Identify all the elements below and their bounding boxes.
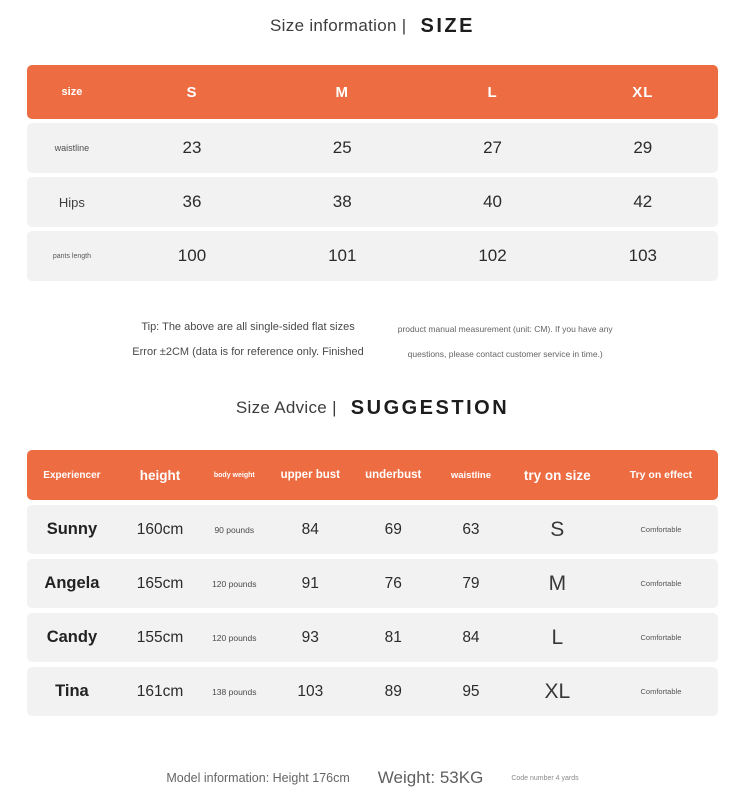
cell-experiencer: Tina (55, 682, 89, 700)
cell-upper-bust: 91 (301, 574, 319, 592)
row-label-pants-length: pants length (52, 252, 91, 260)
size-table-header-xl: XL (632, 83, 654, 101)
size-table (27, 65, 718, 281)
advice-header-upper-bust: upper bust (280, 469, 341, 481)
table-row (27, 559, 718, 608)
cell-value: 29 (633, 138, 653, 157)
cell-body-weight: 90 pounds (214, 524, 255, 535)
cell-experiencer: Candy (46, 628, 98, 646)
table-row (27, 177, 718, 227)
cell-underbust: 89 (384, 682, 402, 700)
advice-table-header-row (27, 450, 718, 500)
cell-underbust: 76 (384, 574, 402, 592)
advice-header-waistline: waistline (450, 469, 491, 481)
table-row (27, 667, 718, 716)
cell-underbust: 81 (384, 628, 402, 646)
cell-underbust: 69 (384, 520, 402, 538)
tip-left-column (132, 315, 363, 365)
cell-value: 27 (483, 138, 502, 157)
cell-experiencer: Angela (44, 574, 100, 592)
cell-upper-bust: 93 (301, 628, 319, 646)
cell-value: 100 (177, 246, 207, 265)
cell-value: 40 (483, 192, 502, 211)
size-table-header-row (27, 65, 718, 119)
size-title-keyword: SIZE (420, 14, 475, 37)
size-section-title (0, 0, 745, 38)
tip-line: product manual measurement (unit: CM). If you have any (397, 324, 613, 334)
advice-header-height: height (139, 467, 181, 483)
advice-header-try-on-effect: Try on effect (629, 469, 693, 481)
cell-try-on-effect: Comfortable (640, 525, 682, 534)
cell-upper-bust: 103 (297, 682, 324, 700)
cell-value: 23 (182, 138, 202, 157)
advice-header-body-weight: body weight (213, 471, 255, 479)
advice-title-keyword: SUGGESTION (350, 396, 510, 419)
cell-waistline: 63 (462, 520, 480, 538)
cell-height: 161cm (136, 682, 184, 700)
row-label-hips: Hips (58, 194, 85, 210)
advice-title-label: Size Advice | (235, 398, 337, 417)
model-info-footer (0, 768, 745, 788)
cell-body-weight: 138 pounds (212, 686, 257, 697)
cell-body-weight: 120 pounds (212, 578, 257, 589)
cell-try-on-effect: Comfortable (640, 633, 682, 642)
table-row (27, 613, 718, 662)
tip-line: Tip: The above are all single-sided flat sizes (141, 321, 355, 333)
cell-waistline: 95 (462, 682, 480, 700)
cell-try-on-effect: Comfortable (640, 579, 682, 588)
advice-header-experiencer: Experiencer (43, 469, 101, 481)
table-row (27, 123, 718, 173)
cell-value: 102 (478, 246, 507, 265)
cell-try-on-size: S (550, 517, 565, 541)
cell-value: 38 (332, 192, 352, 211)
row-label-waistline: waistline (54, 143, 90, 153)
cell-body-weight: 120 pounds (212, 632, 257, 643)
tip-right-column (398, 315, 613, 367)
advice-header-underbust: underbust (365, 469, 422, 481)
cell-experiencer: Sunny (46, 520, 98, 538)
model-weight-text: Weight: 53KG (377, 768, 484, 787)
size-table-header-m: M (335, 83, 349, 101)
cell-value: 101 (328, 246, 357, 265)
measurement-tip (0, 315, 745, 367)
cell-height: 155cm (136, 628, 184, 646)
cell-try-on-effect: Comfortable (640, 687, 682, 696)
model-info-text: Model information: Height 176cm (166, 771, 350, 785)
size-title-label: Size information | (270, 16, 407, 35)
cell-waistline: 84 (462, 628, 480, 646)
table-row (27, 231, 718, 281)
table-row (27, 505, 718, 554)
cell-value: 36 (182, 192, 202, 211)
cell-height: 165cm (136, 574, 184, 592)
cell-waistline: 79 (462, 574, 480, 592)
advice-table (27, 450, 718, 716)
cell-value: 42 (633, 192, 653, 211)
cell-value: 103 (628, 246, 657, 265)
tip-line: Error ±2CM (data is for reference only. Finished (132, 346, 364, 358)
size-table-header-l: L (487, 83, 498, 101)
cell-value: 25 (332, 138, 352, 157)
cell-try-on-size: M (548, 571, 567, 595)
size-table-header-s: S (186, 83, 198, 101)
cell-height: 160cm (136, 520, 184, 538)
cell-try-on-size: L (551, 625, 564, 649)
model-code-text: Code number 4 yards (511, 774, 579, 782)
size-table-header-label: size (61, 86, 83, 98)
cell-upper-bust: 84 (301, 520, 319, 538)
advice-header-try-on-size: try on size (523, 467, 591, 483)
cell-try-on-size: XL (544, 679, 571, 703)
tip-line: questions, please contact customer service in time.) (407, 349, 603, 359)
advice-section-title (0, 395, 745, 421)
